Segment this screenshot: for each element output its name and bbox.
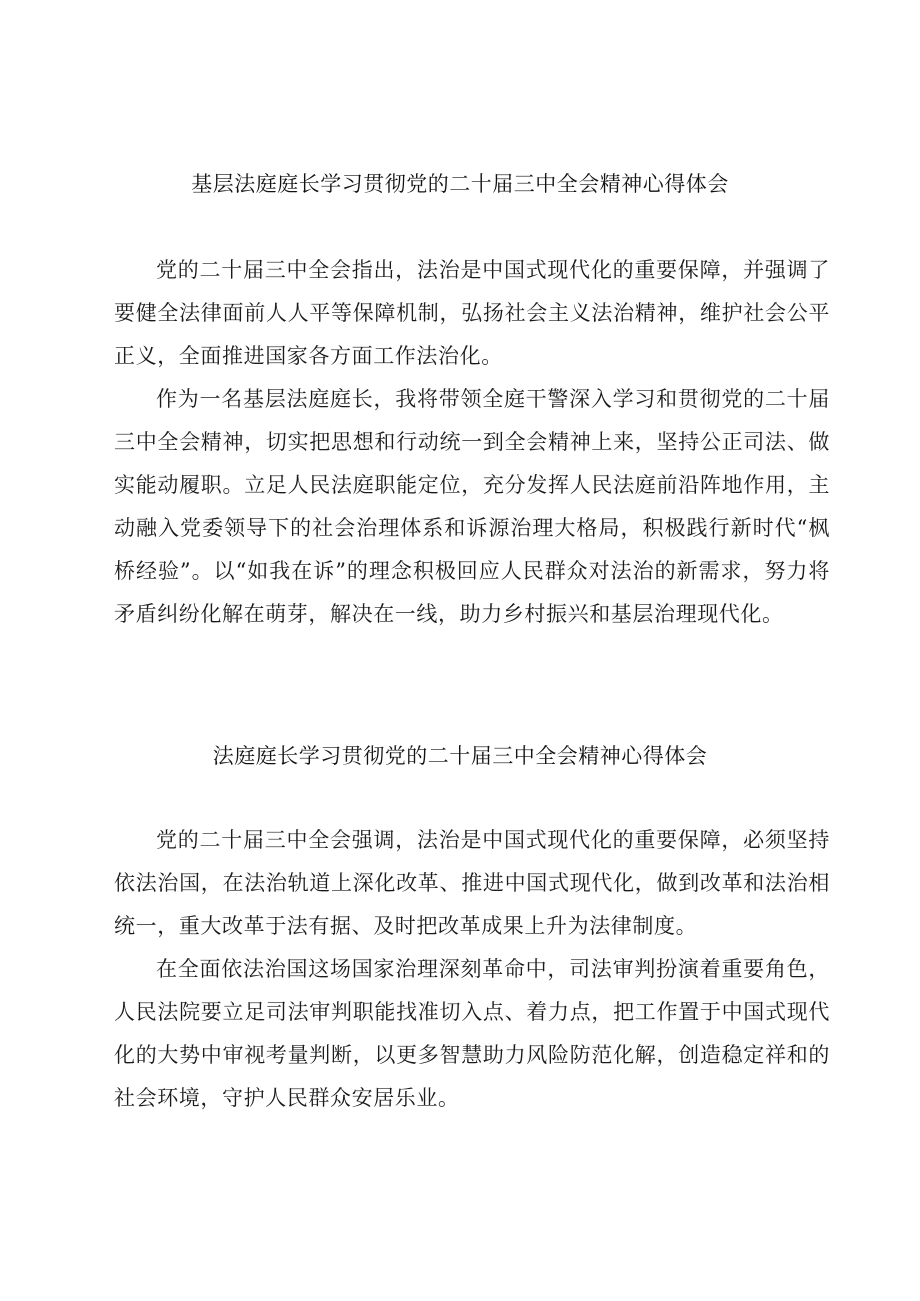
section-1-paragraph-2: 作为一名基层法庭庭长，我将带领全庭干警深入学习和贯彻党的二十届三中全会精神，切实把思想和行动统一到全会精神上来，坚持公正司法、做实能动履职。立足人民法庭职能定位，充分发挥人民法庭前沿阵地作用，主动融入党委领导下的社会治理体系和诉源治理大格局，积极践行新时代“枫桥经验”。以“如我在诉”的理念积极回应人民群众对法治的新需求，努力将矛盾纠纷化解在萌芽，解决在一线，助力乡村振兴和基层治理现代化。 [114, 387, 830, 626]
section-1-paragraph-1: 党的二十届三中全会指出，法治是中国式现代化的重要保障，并强调了要健全法律面前人人平等保障机制，弘扬社会主义法治精神，维护社会公平正义，全面推进国家各方面工作法治化。 [114, 258, 830, 368]
section-1-title: 基层法庭庭长学习贯彻党的二十届三中全会精神心得体会 [191, 172, 729, 196]
section-2-paragraph-2: 在全面依法治国这场国家治理深刻革命中，司法审判扮演着重要角色，人民法院要立足司法审判职能找准切入点、着力点，把工作置于中国式现代化的大势中审视考量判断，以更多智慧助力风险防范化解，创造稳定祥和的社会环境，守护人民群众安居乐业。 [114, 957, 830, 1110]
section-2-title: 法庭庭长学习贯彻党的二十届三中全会精神心得体会 [212, 744, 708, 768]
section-2-paragraph-1: 党的二十届三中全会强调，法治是中国式现代化的重要保障，必须坚持依法治国，在法治轨道上深化改革、推进中国式现代化，做到改革和法治相统一，重大改革于法有据、及时把改革成果上升为法律制度。 [114, 828, 830, 938]
